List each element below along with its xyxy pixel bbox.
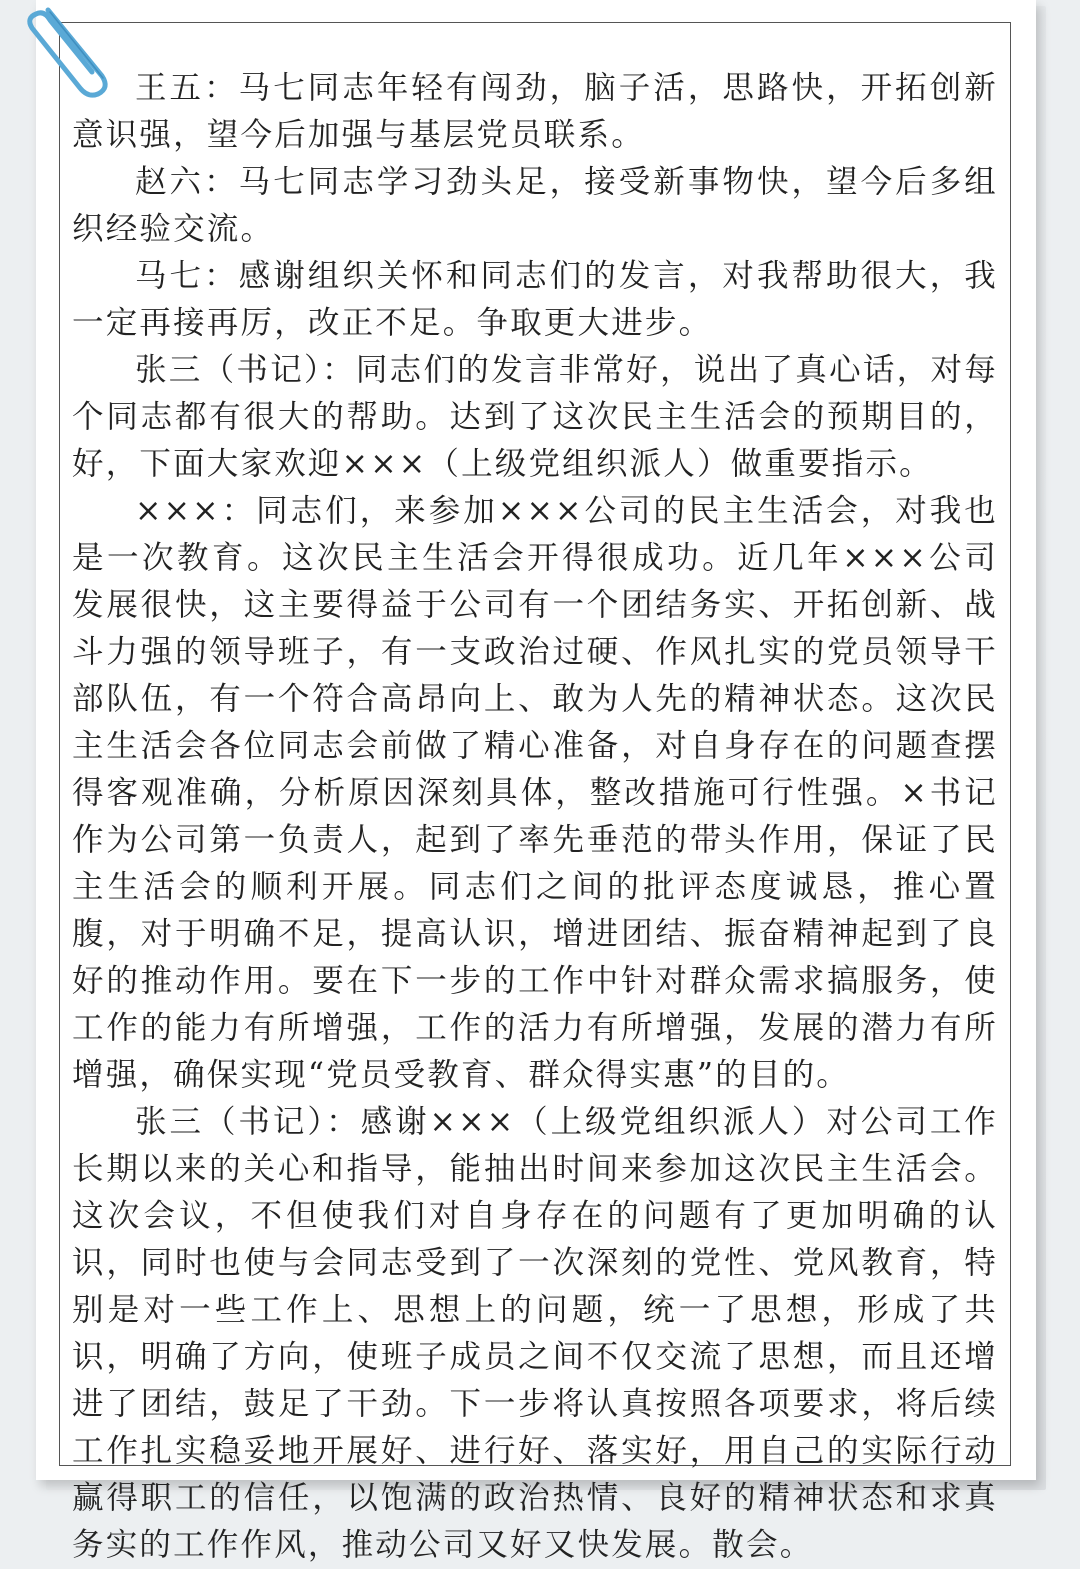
paragraph-zhaoliu: 赵六：马七同志学习劲头足，接受新事物快，望今后多组织经验交流。 bbox=[72, 164, 998, 247]
paragraph-maqi: 马七：感谢组织关怀和同志们的发言，对我帮助很大，我一定再接再厉，改正不足。争取更大进步。 bbox=[72, 258, 998, 341]
paragraph-superior-speech: ×××：同志们，来参加×××公司的民主生活会，对我也是一次教育。这次民主生活会开得很成功。近几年×××公司发展很快，这主要得益于公司有一个团结务实、开拓创新、战斗力强的领导班子，有一支政治过硬、作风扎实的党员领导干部队伍，有一个符合高昂向上、敢为人先的精神状态。这次民主生活会各位同志会前做了精心准备，对自身存在的问题查摆得客观准确，分析原因深刻具体，整改措施可行性强。×书记作为公司第一负责人，起到了率先垂范的带头作用，保证了民主生活会的顺利开展。同志们之间的批评态度诚恳，推心置腹，对于明确不足，提高认识，增进团结、振奋精神起到了良好的推动作用。要在下一步的工作中针对群众需求搞服务，使工作的能力有所增强，工作的活力有所增强，发展的潜力有所增强，确保实现“党员受教育、群众得实惠”的目的。 bbox=[72, 493, 998, 1093]
paragraph-wangwu: 王五：马七同志年轻有闯劲，脑子活，思路快，开拓创新意识强，望今后加强与基层党员联系。 bbox=[72, 70, 998, 153]
paragraph-zhangsan-2: 张三（书记）：感谢×××（上级党组织派人）对公司工作长期以来的关心和指导，能抽出时间来参加这次民主生活会。这次会议，不但使我们对自身存在的问题有了更加明确的认识，同时也使与会同志受到了一次深刻的党性、党风教育，特别是对一些工作上、思想上的问题，统一了思想，形成了共识，明确了方向，使班子成员之间不仅交流了思想，而且还增进了团结，鼓足了干劲。下一步将认真按照各项要求，将后续工作扎实稳妥地开展好、进行好、落实好，用自己的实际行动赢得职工的信任，以饱满的政治热情、良好的精神状态和求真务实的工作作风，推动公司又好又快发展。散会。 bbox=[72, 1104, 998, 1563]
paperclip-icon bbox=[10, 0, 120, 108]
document-page bbox=[36, 0, 1036, 1563]
paragraph-zhangsan-1: 张三（书记）：同志们的发言非常好，说出了真心话，对每个同志都有很大的帮助。达到了这次民主生活会的预期目的，好，下面大家欢迎×××（上级党组织派人）做重要指示。 bbox=[72, 352, 998, 482]
page-border bbox=[59, 22, 1011, 1563]
document-body bbox=[72, 65, 998, 1569]
